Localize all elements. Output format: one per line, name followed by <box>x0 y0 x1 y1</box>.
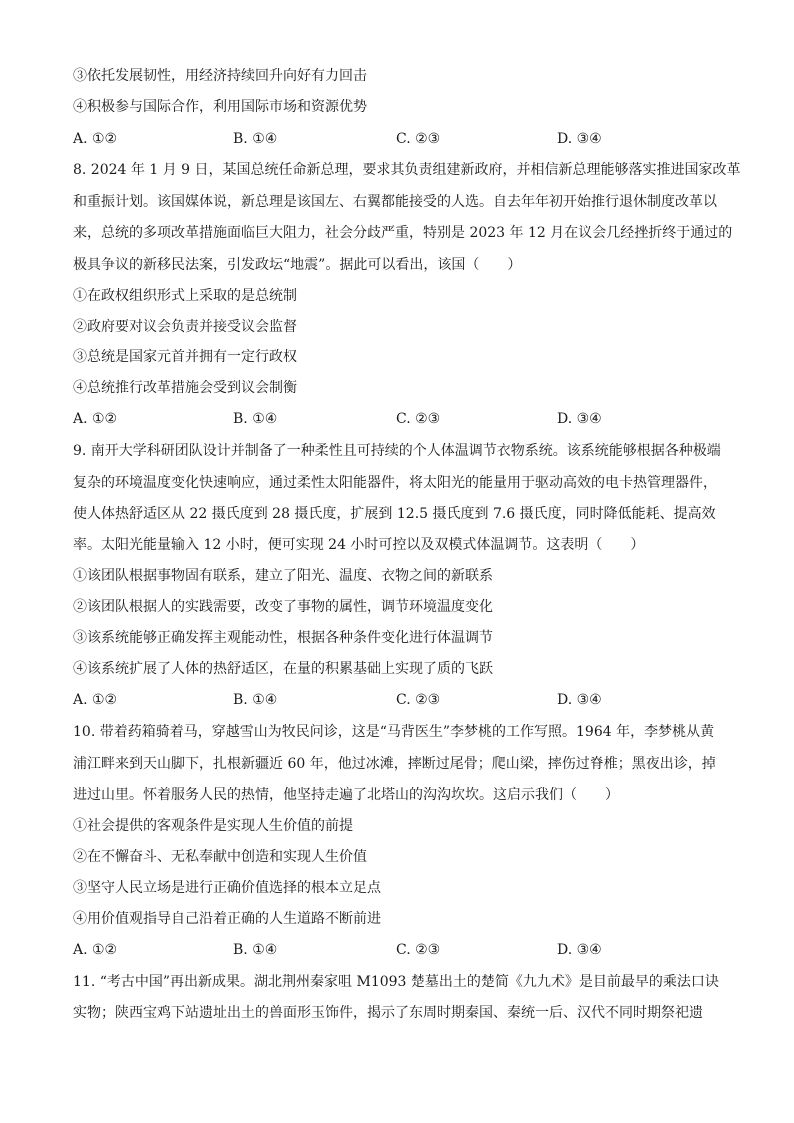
q11-line-2: 实物；陕西宝鸡下站遗址出土的兽面形玉饰件，揭示了东周时期秦国、秦统一后、汉代不同时期祭祀遗 <box>73 1005 703 1021</box>
q9-line-2: 复杂的环境温度变化快速响应，通过柔性太阳能器件，将太阳光的能量用于驱动高效的电卡热管理器件， <box>73 475 717 491</box>
q9-statement-1: ①该团队根据事物固有联系，建立了阳光、温度、衣物之间的新联系 <box>73 568 493 584</box>
q9-line-4: 率。太阳光能量输入 12 小时，便可实现 24 小时可控以及双模式体温调节。这表明（ ） <box>73 537 645 553</box>
q9-option-b: B. ①④ <box>233 692 278 708</box>
prev-option-b: B. ①④ <box>233 131 278 147</box>
q10-statement-2: ②在不懈奋斗、无私奉献中创造和实现人生价值 <box>73 849 367 865</box>
q9-line-1: 9. 南开大学科研团队设计并制备了一种柔性且可持续的个人体温调节衣物系统。该系统能够根据各种极端 <box>73 443 721 459</box>
q8-statement-1: ①在政权组织形式上采取的是总统制 <box>73 288 297 304</box>
q10-statement-1: ①社会提供的客观条件是实现人生价值的前提 <box>73 818 353 834</box>
q10-line-3: 进过山里。怀着服务人民的热情，他坚持走遍了北塔山的沟沟坎坎。这启示我们（ ） <box>73 787 619 803</box>
q9-option-d: D. ③④ <box>557 692 602 708</box>
q8-option-c: C. ②③ <box>396 411 441 427</box>
q10-option-a: A. ①② <box>73 942 118 958</box>
q10-option-c: C. ②③ <box>396 942 441 958</box>
prev-option-d: D. ③④ <box>557 131 602 147</box>
q8-line-3: 来，总统的多项改革措施面临巨大阻力，社会分歧严重，特别是 2023 年 12 月在议会几经挫折终于通过的 <box>73 225 733 241</box>
q8-line-2: 和重振计划。该国媒体说，新总理是该国左、右翼都能接受的人选。自去年年初开始推行退休制度改革以 <box>73 194 717 210</box>
q10-statement-3: ③坚守人民立场是进行正确价值选择的根本立足点 <box>73 880 381 896</box>
q8-option-b: B. ①④ <box>233 411 278 427</box>
prev-option-c: C. ②③ <box>396 131 441 147</box>
q9-statement-2: ②该团队根据人的实践需要，改变了事物的属性，调节环境温度变化 <box>73 599 493 615</box>
q9-statement-3: ③该系统能够正确发挥主观能动性，根据各种条件变化进行体温调节 <box>73 630 493 646</box>
q8-statement-3: ③总统是国家元首并拥有一定行政权 <box>73 349 297 365</box>
q9-statement-4: ④该系统扩展了人体的热舒适区，在量的积累基础上实现了质的飞跃 <box>73 661 493 677</box>
prev-statement-3: ③依托发展韧性，用经济持续回升向好有力回击 <box>73 68 367 84</box>
q10-statement-4: ④用价值观指导自己沿着正确的人生道路不断前进 <box>73 911 381 927</box>
q8-option-a: A. ①② <box>73 411 118 427</box>
prev-statement-4: ④积极参与国际合作，利用国际市场和资源优势 <box>73 99 367 115</box>
q9-option-a: A. ①② <box>73 692 118 708</box>
q8-line-1: 8. 2024 年 1 月 9 日，某国总统任命新总理，要求其负责组建新政府，并相信新总理能够落实推进国家改革 <box>73 162 741 178</box>
q8-option-d: D. ③④ <box>557 411 602 427</box>
q10-line-2: 浦江畔来到天山脚下，扎根新疆近 60 年，他过冰滩，摔断过尾骨；爬山梁，摔伤过脊椎；黑夜出诊，掉 <box>73 756 716 772</box>
q11-line-1: 11. “考古中国”再出新成果。湖北荆州秦家咀 M1093 楚墓出土的楚简《九九术》是目前最早的乘法口诀 <box>73 974 719 990</box>
q10-option-d: D. ③④ <box>557 942 602 958</box>
q9-option-c: C. ②③ <box>396 692 441 708</box>
q8-statement-2: ②政府要对议会负责并接受议会监督 <box>73 319 297 335</box>
q10-option-b: B. ①④ <box>233 942 278 958</box>
q9-line-3: 使人体热舒适区从 22 摄氏度到 28 摄氏度，扩展到 12.5 摄氏度到 7.6 摄氏度，同时降低能耗、提高效 <box>73 506 716 522</box>
q8-statement-4: ④总统推行改革措施会受到议会制衡 <box>73 380 297 396</box>
prev-option-a: A. ①② <box>73 131 118 147</box>
q10-line-1: 10. 带着药箱骑着马，穿越雪山为牧民问诊，这是“马背医生”李梦桃的工作写照。1964 年，李梦桃从黄 <box>73 724 715 740</box>
q8-line-4: 极具争议的新移民法案，引发政坛“地震”。据此可以看出，该国（ ） <box>73 257 522 273</box>
